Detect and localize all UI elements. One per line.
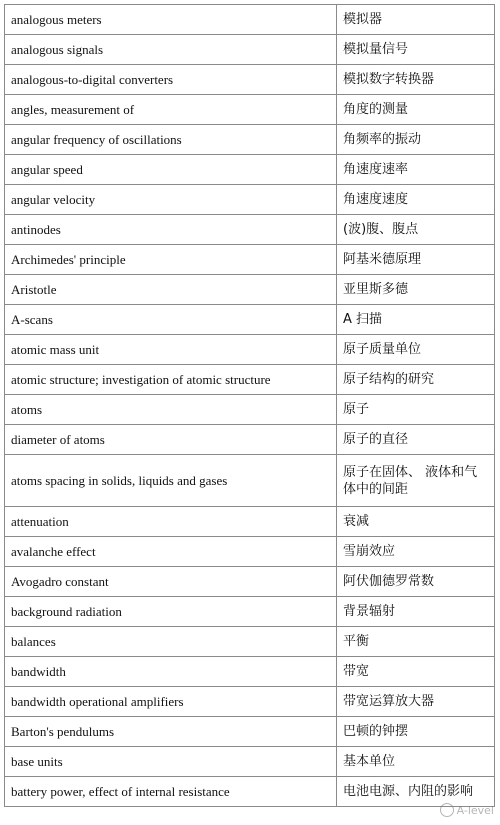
table-row (5, 455, 495, 507)
table-row (5, 95, 495, 125)
table-row (5, 65, 495, 95)
chinese-term: 模拟量信号 (337, 35, 495, 65)
english-term: atoms spacing in solids, liquids and gases (5, 455, 337, 507)
english-term: angular speed (5, 155, 337, 185)
english-term: Archimedes' principle (5, 245, 337, 275)
table-row (5, 537, 495, 567)
chinese-term: 模拟数字转换器 (337, 65, 495, 95)
english-term: Aristotle (5, 275, 337, 305)
chinese-term: 角速度速率 (337, 155, 495, 185)
chinese-term: (波)腹、腹点 (337, 215, 495, 245)
table-row (5, 507, 495, 537)
table-row (5, 5, 495, 35)
english-term: angular velocity (5, 185, 337, 215)
table-row (5, 627, 495, 657)
table-row (5, 777, 495, 807)
watermark (440, 803, 494, 817)
english-term: atomic mass unit (5, 335, 337, 365)
english-term: analogous meters (5, 5, 337, 35)
english-term: Barton's pendulums (5, 717, 337, 747)
english-term: balances (5, 627, 337, 657)
chinese-term: 模拟器 (337, 5, 495, 35)
table-row (5, 425, 495, 455)
english-term: atoms (5, 395, 337, 425)
table-row (5, 275, 495, 305)
chinese-term: A 扫描 (337, 305, 495, 335)
chinese-term: 巴顿的钟摆 (337, 717, 495, 747)
chinese-term: 阿基米德原理 (337, 245, 495, 275)
table-row (5, 335, 495, 365)
english-term: atomic structure; investigation of atomic structure (5, 365, 337, 395)
chinese-term: 角度的测量 (337, 95, 495, 125)
table-row (5, 185, 495, 215)
table-row (5, 747, 495, 777)
table-row (5, 35, 495, 65)
chinese-term: 带宽 (337, 657, 495, 687)
chinese-term: 角速度速度 (337, 185, 495, 215)
chinese-term: 原子的直径 (337, 425, 495, 455)
english-term: angular frequency of oscillations (5, 125, 337, 155)
table-row (5, 717, 495, 747)
english-term: battery power, effect of internal resistance (5, 777, 337, 807)
chinese-term: 电池电源、内阻的影响 (337, 777, 495, 807)
chinese-term: 亚里斯多德 (337, 275, 495, 305)
table-row (5, 395, 495, 425)
chinese-term: 原子结构的研究 (337, 365, 495, 395)
table-row (5, 365, 495, 395)
chinese-term: 雪崩效应 (337, 537, 495, 567)
english-term: A-scans (5, 305, 337, 335)
english-term: bandwidth operational amplifiers (5, 687, 337, 717)
english-term: angles, measurement of (5, 95, 337, 125)
chinese-term: 带宽运算放大器 (337, 687, 495, 717)
watermark-logo-icon (440, 803, 454, 817)
chinese-term: 原子质量单位 (337, 335, 495, 365)
table-row (5, 215, 495, 245)
table-row (5, 567, 495, 597)
glossary-table (4, 4, 495, 807)
english-term: attenuation (5, 507, 337, 537)
table-row (5, 687, 495, 717)
english-term: avalanche effect (5, 537, 337, 567)
table-row (5, 597, 495, 627)
table-row (5, 125, 495, 155)
english-term: antinodes (5, 215, 337, 245)
chinese-term: 原子 (337, 395, 495, 425)
table-row (5, 657, 495, 687)
english-term: analogous signals (5, 35, 337, 65)
english-term: analogous-to-digital converters (5, 65, 337, 95)
chinese-term: 阿伏伽德罗常数 (337, 567, 495, 597)
table-row (5, 305, 495, 335)
english-term: diameter of atoms (5, 425, 337, 455)
watermark-text: A-level (456, 803, 494, 817)
table-row (5, 155, 495, 185)
chinese-term: 背景辐射 (337, 597, 495, 627)
chinese-term: 衰减 (337, 507, 495, 537)
english-term: background radiation (5, 597, 337, 627)
english-term: bandwidth (5, 657, 337, 687)
chinese-term: 平衡 (337, 627, 495, 657)
english-term: Avogadro constant (5, 567, 337, 597)
chinese-term: 原子在固体、 液体和气体中的间距 (337, 455, 495, 507)
chinese-term: 角频率的振动 (337, 125, 495, 155)
english-term: base units (5, 747, 337, 777)
table-row (5, 245, 495, 275)
chinese-term: 基本单位 (337, 747, 495, 777)
